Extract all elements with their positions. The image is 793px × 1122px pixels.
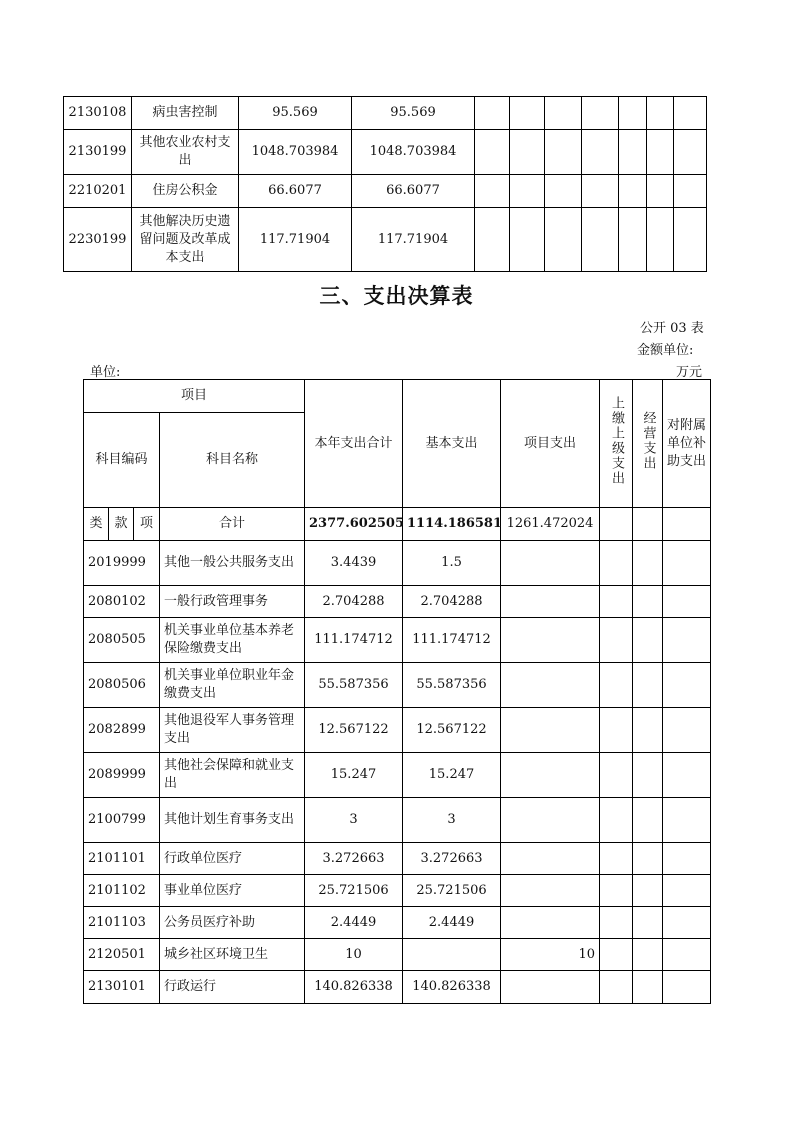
total-value: 3 xyxy=(305,798,403,843)
empty-cell xyxy=(647,97,674,130)
subject-name: 其他解决历史遗留问题及改革成本支出 xyxy=(132,208,239,272)
subject-code: 2130108 xyxy=(64,97,132,130)
total-value: 3.272663 xyxy=(305,843,403,875)
table-row xyxy=(84,753,711,798)
empty-cell xyxy=(545,97,582,130)
basic-value: 55.587356 xyxy=(403,663,501,708)
empty-cell xyxy=(633,971,663,1004)
subject-code: 2130199 xyxy=(64,130,132,175)
empty-cell xyxy=(663,875,711,907)
empty-cell xyxy=(600,843,633,875)
basic-value: 15.247 xyxy=(403,753,501,798)
empty-cell xyxy=(475,130,510,175)
basic-value: 3.272663 xyxy=(403,843,501,875)
table-row xyxy=(84,939,711,971)
total-value: 111.174712 xyxy=(305,618,403,663)
empty-cell xyxy=(619,175,647,208)
empty-cell xyxy=(619,208,647,272)
empty-cell xyxy=(663,843,711,875)
empty-cell xyxy=(647,208,674,272)
subject-name: 一般行政管理事务 xyxy=(160,586,305,618)
empty-cell xyxy=(600,753,633,798)
subject-code: 2230199 xyxy=(64,208,132,272)
project-value xyxy=(501,971,600,1004)
total-value: 140.826338 xyxy=(305,971,403,1004)
total-value: 55.587356 xyxy=(305,663,403,708)
empty-cell xyxy=(647,130,674,175)
subject-name: 机关事业单位职业年金缴费支出 xyxy=(160,663,305,708)
empty-cell xyxy=(582,130,619,175)
project-value xyxy=(501,875,600,907)
empty-cell xyxy=(663,586,711,618)
empty-cell xyxy=(619,130,647,175)
basic-value: 2.704288 xyxy=(403,586,501,618)
empty-cell xyxy=(674,97,707,130)
basic-value: 2.4449 xyxy=(403,907,501,939)
empty-cell xyxy=(647,175,674,208)
section-title: 三、支出决算表 xyxy=(319,284,474,308)
project-value xyxy=(501,663,600,708)
subject-code: 2100799 xyxy=(84,798,160,843)
project-value xyxy=(501,907,600,939)
empty-cell xyxy=(600,663,633,708)
total-value: 2.4449 xyxy=(305,907,403,939)
empty-cell xyxy=(475,97,510,130)
subject-code: 2080505 xyxy=(84,618,160,663)
empty-cell xyxy=(674,208,707,272)
total-value: 25.721506 xyxy=(305,875,403,907)
subject-code: 2130101 xyxy=(84,971,160,1004)
project-value xyxy=(501,618,600,663)
total-value: 66.6077 xyxy=(239,175,352,208)
previous-table-continuation xyxy=(63,96,707,272)
table-row xyxy=(84,586,711,618)
subject-name: 其他一般公共服务支出 xyxy=(160,541,305,586)
basic-value: 25.721506 xyxy=(403,875,501,907)
upper-payment-header xyxy=(600,380,633,508)
subject-code: 2019999 xyxy=(84,541,160,586)
basic-value: 95.569 xyxy=(352,97,475,130)
lei-header: 类 xyxy=(84,508,109,541)
empty-cell xyxy=(663,798,711,843)
sum-basic: 1114.186581 xyxy=(403,508,501,541)
empty-cell xyxy=(663,508,711,541)
empty-cell xyxy=(633,939,663,971)
empty-cell xyxy=(663,753,711,798)
empty-cell xyxy=(545,175,582,208)
subject-name: 其他退役军人事务管理支出 xyxy=(160,708,305,753)
subject-code: 2080102 xyxy=(84,586,160,618)
empty-cell xyxy=(600,541,633,586)
basic-value: 3 xyxy=(403,798,501,843)
table-row xyxy=(84,875,711,907)
empty-cell xyxy=(582,97,619,130)
empty-cell xyxy=(545,130,582,175)
empty-cell xyxy=(582,208,619,272)
empty-cell xyxy=(600,708,633,753)
empty-cell xyxy=(663,971,711,1004)
table-row xyxy=(84,541,711,586)
empty-cell xyxy=(633,875,663,907)
subject-name: 病虫害控制 xyxy=(132,97,239,130)
empty-cell xyxy=(600,618,633,663)
basic-value: 1048.703984 xyxy=(352,130,475,175)
basic-value xyxy=(403,939,501,971)
name-header: 科目名称 xyxy=(160,413,305,508)
empty-cell xyxy=(510,130,545,175)
project-value xyxy=(501,586,600,618)
amount-unit-label: 金额单位: xyxy=(637,343,694,358)
empty-cell xyxy=(600,508,633,541)
empty-cell xyxy=(633,708,663,753)
item-header: 项目 xyxy=(84,380,305,413)
total-value: 95.569 xyxy=(239,97,352,130)
project-header: 项目支出 xyxy=(501,380,600,508)
basic-value: 1.5 xyxy=(403,541,501,586)
empty-cell xyxy=(600,971,633,1004)
project-value: 10 xyxy=(501,939,600,971)
empty-cell xyxy=(582,175,619,208)
empty-cell xyxy=(633,753,663,798)
empty-cell xyxy=(663,708,711,753)
subject-code: 2101102 xyxy=(84,875,160,907)
table-number: 公开 03 表 xyxy=(640,321,704,336)
basic-value: 66.6077 xyxy=(352,175,475,208)
table-row xyxy=(64,97,707,130)
empty-cell xyxy=(663,663,711,708)
code-header: 科目编码 xyxy=(84,413,160,508)
basic-value: 117.71904 xyxy=(352,208,475,272)
table-row xyxy=(84,843,711,875)
empty-cell xyxy=(633,541,663,586)
expenditure-table xyxy=(83,379,711,1004)
table-row xyxy=(84,663,711,708)
subject-name: 机关事业单位基本养老保险缴费支出 xyxy=(160,618,305,663)
xiang-header: 项 xyxy=(134,508,160,541)
project-value xyxy=(501,708,600,753)
empty-cell xyxy=(663,939,711,971)
project-value xyxy=(501,843,600,875)
empty-cell xyxy=(633,508,663,541)
unit-label: 单位: xyxy=(90,365,121,380)
business-header-text: 经营支出 xyxy=(640,410,656,471)
total-header: 本年支出合计 xyxy=(305,380,403,508)
empty-cell xyxy=(633,586,663,618)
subject-name: 行政运行 xyxy=(160,971,305,1004)
subject-name: 其他农业农村支出 xyxy=(132,130,239,175)
empty-cell xyxy=(674,130,707,175)
subject-name: 住房公积金 xyxy=(132,175,239,208)
table-row xyxy=(64,130,707,175)
total-value: 1048.703984 xyxy=(239,130,352,175)
project-value xyxy=(501,753,600,798)
table-row xyxy=(84,907,711,939)
subject-name: 城乡社区环境卫生 xyxy=(160,939,305,971)
basic-value: 12.567122 xyxy=(403,708,501,753)
empty-cell xyxy=(633,663,663,708)
subject-code: 2080506 xyxy=(84,663,160,708)
empty-cell xyxy=(475,175,510,208)
empty-cell xyxy=(600,939,633,971)
basic-header: 基本支出 xyxy=(403,380,501,508)
empty-cell xyxy=(600,798,633,843)
subject-name: 事业单位医疗 xyxy=(160,875,305,907)
empty-cell xyxy=(674,175,707,208)
subject-code: 2082899 xyxy=(84,708,160,753)
empty-cell xyxy=(600,875,633,907)
subsidy-header: 对附属单位补助支出 xyxy=(663,380,711,508)
empty-cell xyxy=(633,907,663,939)
total-value: 117.71904 xyxy=(239,208,352,272)
subject-code: 2089999 xyxy=(84,753,160,798)
table-row xyxy=(84,618,711,663)
total-value: 2.704288 xyxy=(305,586,403,618)
empty-cell xyxy=(663,541,711,586)
basic-value: 140.826338 xyxy=(403,971,501,1004)
subject-code: 2101103 xyxy=(84,907,160,939)
subject-name: 行政单位医疗 xyxy=(160,843,305,875)
subject-name: 其他计划生育事务支出 xyxy=(160,798,305,843)
upper-payment-header-text: 上缴上级支出 xyxy=(609,395,625,486)
header-row xyxy=(84,380,711,413)
empty-cell xyxy=(600,586,633,618)
sum-row xyxy=(84,508,711,541)
subject-code: 2210201 xyxy=(64,175,132,208)
unit-value: 万元 xyxy=(676,365,703,380)
empty-cell xyxy=(510,175,545,208)
empty-cell xyxy=(510,208,545,272)
subject-name: 公务员医疗补助 xyxy=(160,907,305,939)
table-row xyxy=(64,175,707,208)
empty-cell xyxy=(545,208,582,272)
sum-project: 1261.472024 xyxy=(501,508,600,541)
table-row xyxy=(84,708,711,753)
empty-cell xyxy=(633,798,663,843)
table-row xyxy=(64,208,707,272)
project-value xyxy=(501,541,600,586)
total-value: 10 xyxy=(305,939,403,971)
project-value xyxy=(501,798,600,843)
empty-cell xyxy=(510,97,545,130)
kuan-header: 款 xyxy=(109,508,134,541)
subject-code: 2101101 xyxy=(84,843,160,875)
empty-cell xyxy=(633,618,663,663)
basic-value: 111.174712 xyxy=(403,618,501,663)
total-value: 12.567122 xyxy=(305,708,403,753)
sum-label: 合计 xyxy=(160,508,305,541)
empty-cell xyxy=(475,208,510,272)
total-value: 3.4439 xyxy=(305,541,403,586)
total-value: 15.247 xyxy=(305,753,403,798)
empty-cell xyxy=(663,618,711,663)
subject-code: 2120501 xyxy=(84,939,160,971)
table-row xyxy=(84,798,711,843)
empty-cell xyxy=(633,843,663,875)
table-row xyxy=(84,971,711,1004)
sum-total: 2377.602505 xyxy=(305,508,403,541)
subject-name: 其他社会保障和就业支出 xyxy=(160,753,305,798)
business-header xyxy=(633,380,663,508)
empty-cell xyxy=(663,907,711,939)
empty-cell xyxy=(600,907,633,939)
empty-cell xyxy=(619,97,647,130)
